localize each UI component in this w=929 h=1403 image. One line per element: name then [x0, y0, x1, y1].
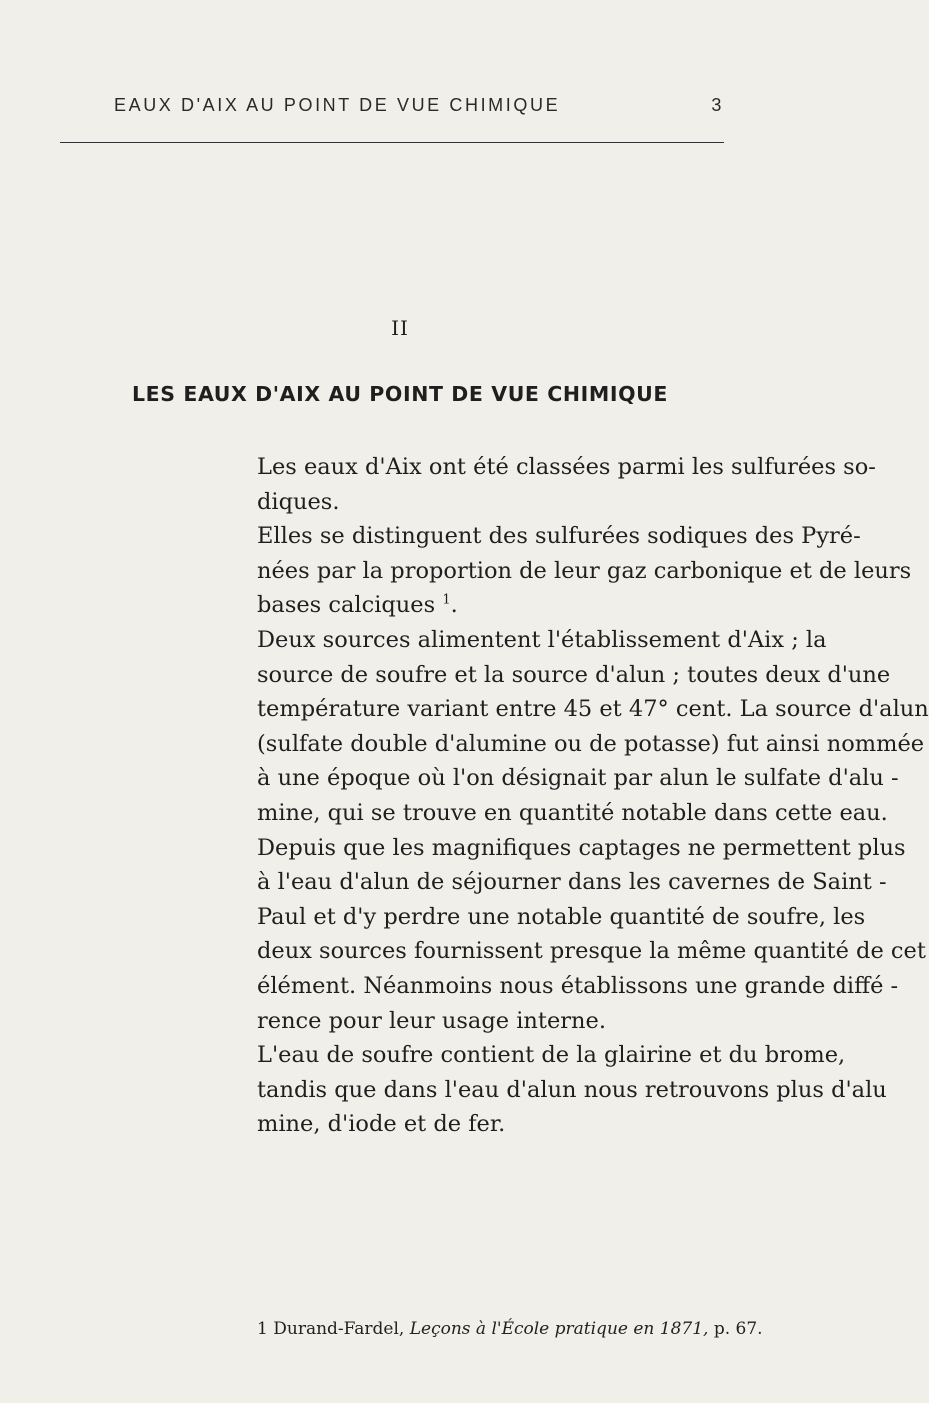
chapter-number: II — [391, 316, 409, 340]
text-line: Elles se distinguent des sulfurées sodiques des Pyré- — [257, 523, 861, 550]
paragraph-1 — [257, 450, 876, 519]
text-line: bases calciques — [257, 592, 436, 619]
text-line: (sulfate double d'alumine ou de potasse) fut ainsi nommée — [257, 730, 925, 757]
footnote-marker: 1 — [257, 1319, 268, 1339]
text-line: Deux sources alimentent l'établissement d'Aix ; la — [257, 626, 827, 653]
chapter-title: LES EAUX D'AIX AU POINT DE VUE CHIMIQUE — [131, 382, 669, 406]
text-line: à une époque où l'on désignait par alun le sulfate d'alu - — [257, 765, 899, 792]
footnote-author: Durand-Fardel, — [273, 1319, 405, 1339]
text-line: élément. Néanmoins nous établissons une grande diffé - — [257, 972, 899, 999]
header-rule — [60, 142, 724, 143]
text-line: à l'eau d'alun de séjourner dans les cavernes de Saint - — [257, 869, 887, 896]
text-line-tail: . — [450, 592, 458, 619]
text-line-with-note — [257, 588, 721, 623]
footnote-work: Leçons à l'École pratique en 1871, — [409, 1319, 709, 1339]
footnote-page: p. 67. — [713, 1319, 763, 1339]
text-line: diques. — [257, 488, 340, 515]
paragraph-3 — [257, 623, 929, 1038]
text-line: Depuis que les magnifiques captages ne permettent plus — [257, 834, 906, 861]
text-line: mine, qui se trouve en quantité notable dans cette eau. — [257, 799, 888, 826]
text-line: source de soufre et la source d'alun ; toutes deux d'une — [257, 661, 891, 688]
text-line: Les eaux d'Aix ont été classées parmi les sulfurées so- — [257, 454, 876, 480]
text-line: tandis que dans l'eau d'alun nous retrouvons plus d'alu — [257, 1076, 887, 1103]
paragraph-4 — [257, 1038, 887, 1142]
text-line: nées par la proportion de leur gaz carbonique et de leurs — [257, 557, 912, 584]
page-number: 3 — [711, 95, 724, 115]
text-line: rence pour leur usage interne. — [257, 1007, 606, 1034]
running-head — [114, 95, 724, 116]
text-line: deux sources fournissent presque la même quantité de cet — [257, 938, 926, 965]
text-line: température variant entre 45 et 47° cent. La source d'alun — [257, 696, 929, 723]
running-head-title: EAUX D'AIX AU POINT DE VUE CHIMIQUE — [114, 95, 561, 115]
text-line: L'eau de soufre contient de la glairine et du brome, — [257, 1042, 846, 1069]
paragraph-2 — [257, 519, 912, 623]
footnote-reference: 1 — [442, 592, 451, 608]
body-text — [257, 450, 929, 1142]
text-line: Paul et d'y perdre une notable quantité de soufre, les — [257, 903, 866, 930]
text-line: mine, d'iode et de fer. — [257, 1111, 506, 1138]
footnote — [257, 1319, 763, 1339]
